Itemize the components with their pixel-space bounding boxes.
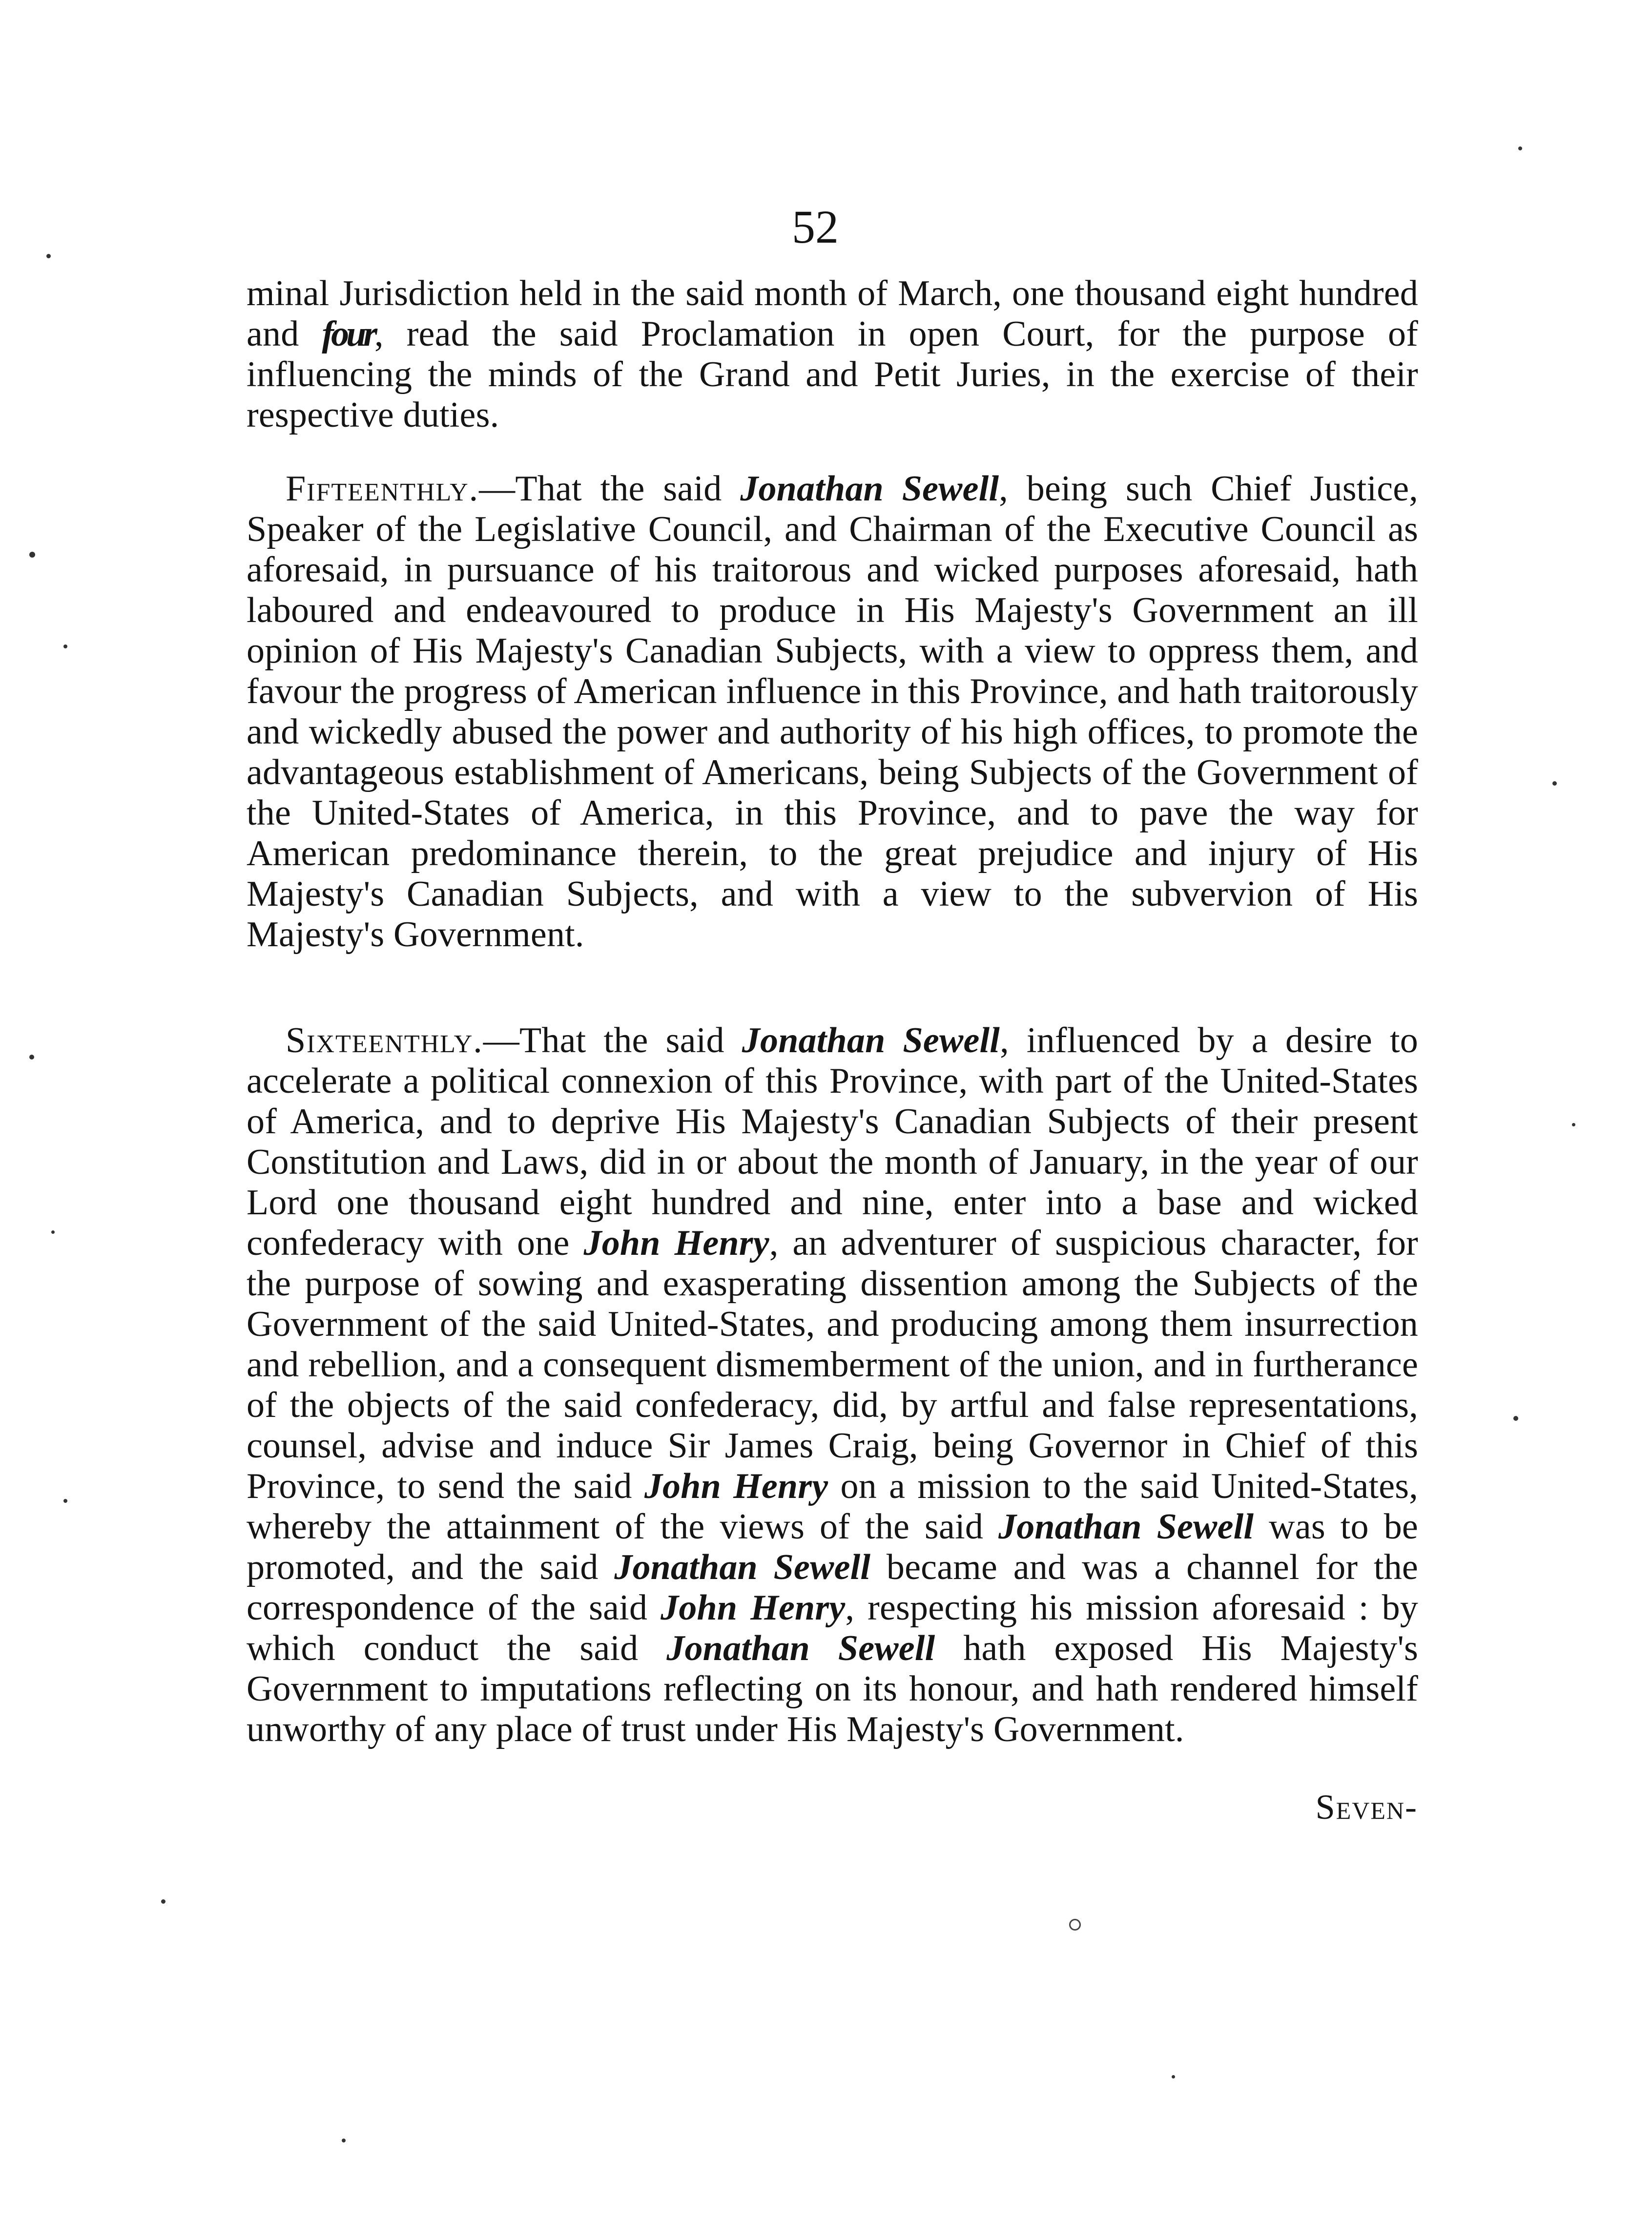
person-name: John Henry: [644, 1466, 828, 1506]
scan-speck: [1552, 781, 1557, 786]
paragraph-text: was to be promoted, and the said: [247, 1507, 1418, 1587]
catchword: Seven-: [1315, 1788, 1418, 1827]
person-name: Jonathan Sewell: [614, 1547, 871, 1587]
paragraph-text: , an adventurer of suspicious character, for the purpose of sowing and exasperating dissention among the Subjects of the Government of the said United-States, and producing among them insurrection and rebellion, and a consequent dismemberment of the union, and in furtherance of the objects of the said confederacy, did, by artful and false representations, counsel, advise and induce Sir James Craig, being Governor in Chief of this Province, to send the said: [247, 1223, 1418, 1506]
handwritten-correction: four: [322, 314, 375, 354]
paragraph-text: , being such Chief Justice, Speaker of the Legislative Council, and Chairman of the Executive Council as aforesaid, in pursuance of his traitorous and wicked purposes aforesaid, hath laboured and endeavoured to produce in His Majesty's Government an ill opinion of His Majesty's Canadian Subjects, with a view to oppress them, and favour the progress of American influence in this Province, and hath traitorously and wickedly abused the power and authority of his high offices, to promote the advantageous establishment of Americans, being Subjects of the Government of the United-States of America, in this Province, and to pave the way for American predominance therein, to the great prejudice and injury of His Majesty's Canadian Subjects, and with a view to the subvervion of His Majesty's Government.: [247, 469, 1418, 955]
paragraph-continuation: [247, 273, 1418, 436]
scan-speck: [46, 254, 51, 258]
scan-speck: [1172, 2075, 1175, 2079]
scan-speck: [63, 1499, 67, 1503]
person-name: Jonathan Sewell: [740, 469, 999, 509]
scan-speck: [29, 1055, 34, 1060]
paragraph-fifteenthly: [247, 469, 1418, 955]
person-name: Jonathan Sewell: [666, 1628, 935, 1668]
paragraph-text: —That the said: [479, 469, 741, 509]
paragraph-text: became and was a channel for the correspondence of the said: [247, 1547, 1418, 1628]
scan-speck: [51, 1230, 55, 1234]
paragraph-text: , influenced by a desire to accelerate a political connexion of this Province, with part of the United-States of America, and to deprive His Majesty's Canadian Subjects of their present Constitution and Laws, did in or about the month of January, in the year of our Lord one thousand eight hundred and nine, enter into a base and wicked confederacy with one: [247, 1020, 1418, 1263]
scan-speck: [1518, 146, 1522, 150]
person-name: John Henry: [583, 1223, 769, 1263]
person-name: Jonathan Sewell: [742, 1020, 1000, 1060]
scan-speck: [1513, 1416, 1518, 1421]
scan-speck: [29, 552, 35, 558]
paragraph-text: minal Jurisdiction held in the said month of March, one thousand eight hundred and: [247, 273, 1418, 354]
paragraph-sixteenthly: [247, 1020, 1418, 1750]
scan-speck: [342, 2139, 346, 2142]
paragraph-heading: Sixteenthly.: [286, 1020, 483, 1060]
paragraph-text: hath exposed His Majesty's Government to imputations reflecting on its honour, and hath rendered himself unworthy of any place of trust under His Majesty's Government.: [247, 1628, 1418, 1749]
paragraph-text: on a mission to the said United-States, whereby the attainment of the views of the said: [247, 1466, 1419, 1547]
paragraph-text: , respecting his mission aforesaid : by which conduct the said: [247, 1588, 1418, 1668]
person-name: John Henry: [661, 1588, 846, 1628]
paragraph-text: , read the said Proclamation in open Court, for the purpose of influencing the minds of the Grand and Petit Juries, in the exercise of their respective duties.: [247, 314, 1418, 435]
scan-speck: [1069, 1919, 1081, 1931]
paragraph-heading: Fifteenthly.: [286, 469, 479, 509]
scan-speck: [161, 1899, 165, 1904]
scan-speck: [1572, 1123, 1575, 1126]
person-name: Jonathan Sewell: [998, 1507, 1254, 1547]
scan-speck: [63, 644, 67, 648]
paragraph-text: —That the said: [483, 1020, 742, 1060]
page-number: 52: [792, 201, 839, 253]
